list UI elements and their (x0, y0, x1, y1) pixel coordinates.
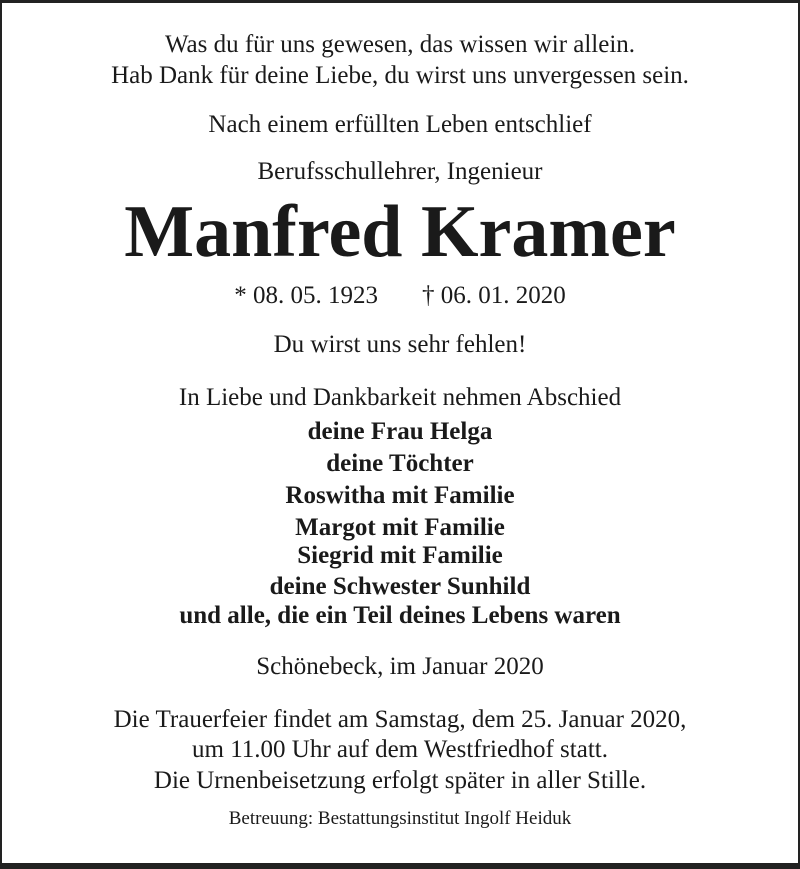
mourner-line: Margot mit Familie (295, 514, 505, 541)
mourner-line: Roswitha mit Familie (285, 482, 515, 509)
ceremony-line-3: Die Urnenbeisetzung erfolgt später in aller Stille. (153, 767, 647, 794)
death-date: † 06. 01. 2020 (422, 282, 566, 309)
profession: Berufsschullehrer, Ingenieur (257, 158, 543, 185)
mourner-line: deine Schwester Sunhild (269, 573, 531, 600)
mourner-line: deine Frau Helga (307, 418, 493, 445)
mourner-line: deine Töchter (326, 450, 474, 477)
deceased-name: Manfred Kramer (124, 191, 676, 273)
ceremony-line-2: um 11.00 Uhr auf dem Westfriedhof statt. (192, 736, 608, 763)
farewell-line: Du wirst uns sehr fehlen! (273, 331, 527, 358)
motto-line-1: Was du für uns gewesen, das wissen wir allein. (164, 31, 636, 58)
intro-text: Nach einem erfüllten Leben entschlief (208, 111, 592, 138)
undertaker-credit: Betreuung: Bestattungsinstitut Ingolf Heiduk (228, 808, 572, 829)
motto-line-2: Hab Dank für deine Liebe, du wirst uns unvergessen sein. (111, 62, 689, 89)
mourners-intro: In Liebe und Dankbarkeit nehmen Abschied (178, 384, 622, 411)
birth-date: * 08. 05. 1923 (234, 282, 378, 309)
ceremony-line-1: Die Trauerfeier findet am Samstag, dem 25. Januar 2020, (113, 706, 687, 733)
place-date: Schönebeck, im Januar 2020 (256, 653, 544, 680)
life-dates (0, 281, 800, 311)
mourner-line: Siegrid mit Familie (297, 542, 503, 569)
mourner-line: und alle, die ein Teil deines Lebens waren (179, 602, 621, 629)
